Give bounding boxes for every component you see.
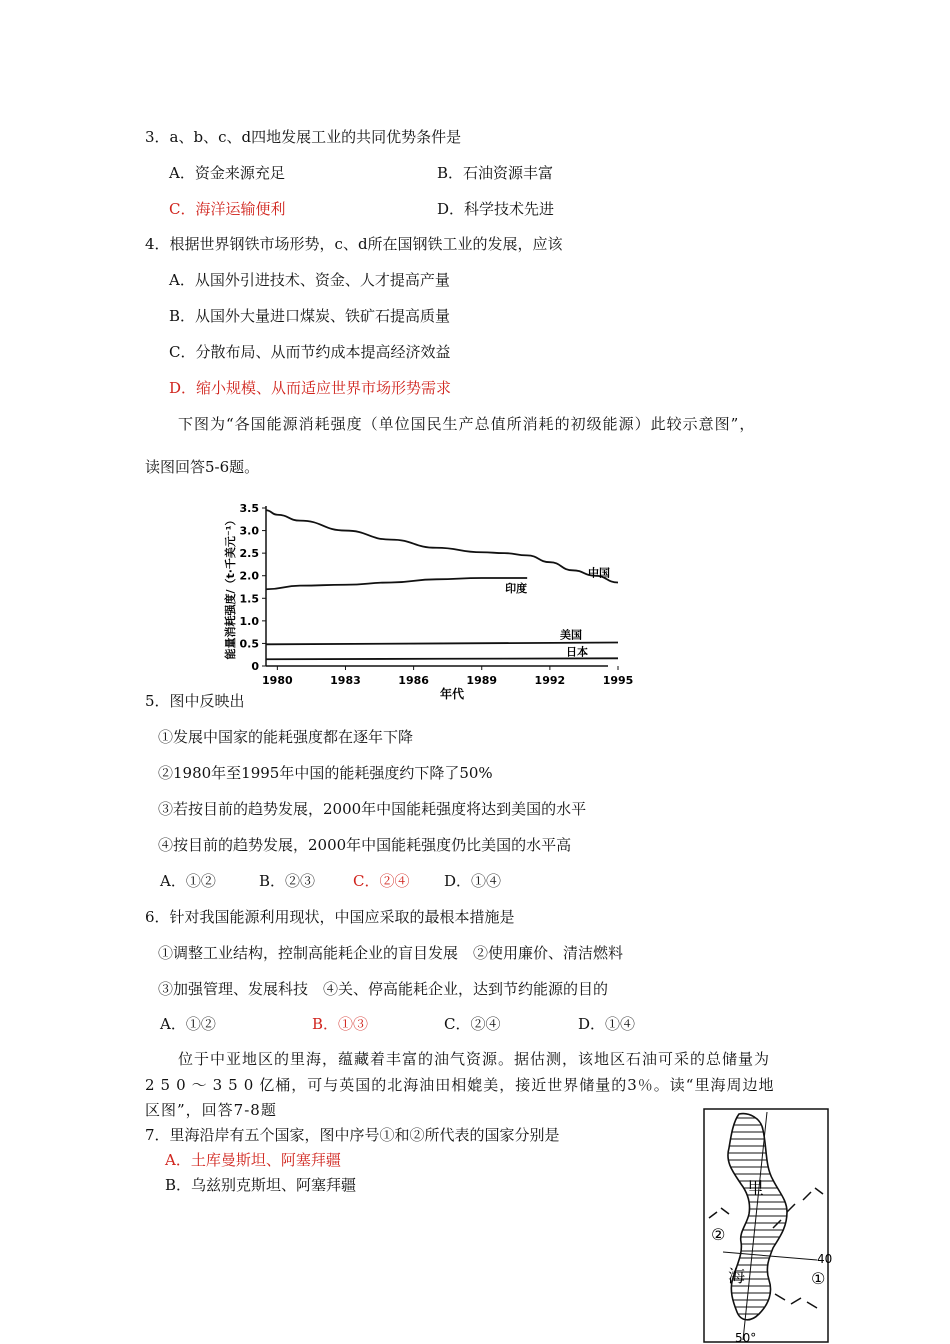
map-label-hai: 海 <box>728 1267 745 1287</box>
q5-option-a: A．①② <box>160 872 216 890</box>
q6-stem: 6．针对我国能源利用现状，中国应采取的最根本措施是 <box>145 908 515 926</box>
series-label: 印度 <box>505 581 528 595</box>
x-tick-label: 1986 <box>398 674 429 687</box>
q4-option-d-answer: D．缩小规模、从而适应世界市场形势需求 <box>169 379 452 397</box>
q6-statements-1-2: ①调整工业结构，控制高能耗企业的盲目发展 ②使用廉价、清洁燃料 <box>158 944 624 962</box>
q3-option-b: B．石油资源丰富 <box>437 164 554 182</box>
q5-option-c-answer: C．②④ <box>353 872 410 890</box>
y-axis-label: 能量消耗强度/（t·千美元⁻¹） <box>224 514 237 660</box>
y-tick-label: 3.0 <box>239 524 259 538</box>
map-label-li: 里 <box>747 1179 764 1199</box>
q5-statement-1: ①发展中国家的能耗强度都在逐年下降 <box>158 728 414 746</box>
intro-7-8-line2 <box>145 1075 774 1095</box>
marker-2: ② <box>711 1225 726 1244</box>
x-tick-label: 1983 <box>330 674 361 687</box>
energy-intensity-chart <box>218 502 634 701</box>
q3-option-c-answer: C．海洋运输便利 <box>169 200 286 218</box>
series-line-中国 <box>266 510 618 582</box>
caspian-sea-map <box>703 1108 843 1344</box>
series-label: 中国 <box>588 566 610 580</box>
intro-7-8-line3: 区图”，回答7-8题 <box>145 1101 277 1119</box>
q5-option-b: B．②③ <box>259 872 316 890</box>
q6-option-a: A．①② <box>160 1015 216 1033</box>
intro-7-8-line1: 位于中亚地区的里海，蕴藏着丰富的油气资源。据估测，该地区石油可采的总储量为 <box>178 1050 771 1068</box>
q5-statement-4: ④按目前的趋势发展，2000年中国能耗强度仍比美国的水平高 <box>158 836 572 854</box>
q6-option-b-answer: B．①③ <box>312 1015 369 1033</box>
y-tick-label: 2.0 <box>239 569 259 583</box>
q4-option-b: B．从国外大量进口煤炭、铁矿石提高质量 <box>169 307 451 325</box>
q7-option-a-answer: A．土库曼斯坦、阿塞拜疆 <box>165 1151 341 1169</box>
longitude-label-50: 50° <box>735 1331 757 1344</box>
q6-option-c: C．②④ <box>444 1015 501 1033</box>
intro-7-8-line2-rest: 亿桶，可与英国的北海油田相媲美，接近世界储量的3％。读“里海周边地 <box>259 1076 775 1094</box>
q4-stem: 4．根据世界钢铁市场形势，c、d所在国钢铁工业的发展，应该 <box>145 235 563 253</box>
y-tick-label: 2.5 <box>239 547 259 561</box>
q3-stem: 3．a、b、c、d四地发展工业的共同优势条件是 <box>145 128 462 146</box>
q5-statement-2: ②1980年至1995年中国的能耗强度约下降了50% <box>158 764 493 782</box>
q6-option-d: D．①④ <box>578 1015 636 1033</box>
series-line-美国 <box>266 643 618 645</box>
x-tick-label: 1995 <box>602 674 634 687</box>
q5-statement-3: ③若按目前的趋势发展，2000年中国能耗强度将达到美国的水平 <box>158 800 587 818</box>
reserve-range: 250～350 <box>145 1076 260 1094</box>
y-tick-label: 3.5 <box>239 502 259 515</box>
x-tick-label: 1992 <box>534 674 566 687</box>
intro-5-6-line2: 读图回答5-6题。 <box>145 458 260 476</box>
q6-statements-3-4: ③加强管理、发展科技 ④关、停高能耗企业，达到节约能源的目的 <box>158 980 609 998</box>
y-tick-label: 1.0 <box>239 614 259 628</box>
series-label: 日本 <box>566 645 588 659</box>
q5-stem: 5．图中反映出 <box>145 692 245 710</box>
intro-5-6-line1: 下图为“各国能源消耗强度（单位国民生产总值所消耗的初级能源）此较示意图”， <box>178 415 756 433</box>
q4-option-a: A．从国外引进技术、资金、人才提高产量 <box>169 271 450 289</box>
q4-option-c: C．分散布局、从而节约成本提高经济效益 <box>169 343 451 361</box>
y-tick-label: 0.5 <box>239 637 259 651</box>
q7-option-b: B．乌兹别克斯坦、阿塞拜疆 <box>165 1176 357 1194</box>
y-tick-label: 0 <box>251 660 259 673</box>
x-tick-label: 1980 <box>262 674 293 687</box>
series-line-印度 <box>266 578 527 589</box>
q3-option-a: A．资金来源充足 <box>169 164 285 182</box>
x-tick-label: 1989 <box>466 674 498 687</box>
series-line-日本 <box>266 658 618 659</box>
series-label: 美国 <box>560 628 582 642</box>
q7-stem: 7．里海沿岸有五个国家，图中序号①和②所代表的国家分别是 <box>145 1126 560 1144</box>
marker-1: ① <box>811 1269 826 1288</box>
q5-option-d: D．①④ <box>444 872 502 890</box>
y-tick-label: 1.5 <box>239 592 259 606</box>
q3-option-d: D．科学技术先进 <box>437 200 555 218</box>
latitude-label-40: 40 <box>817 1252 833 1266</box>
x-axis-label: 年代 <box>439 687 465 701</box>
